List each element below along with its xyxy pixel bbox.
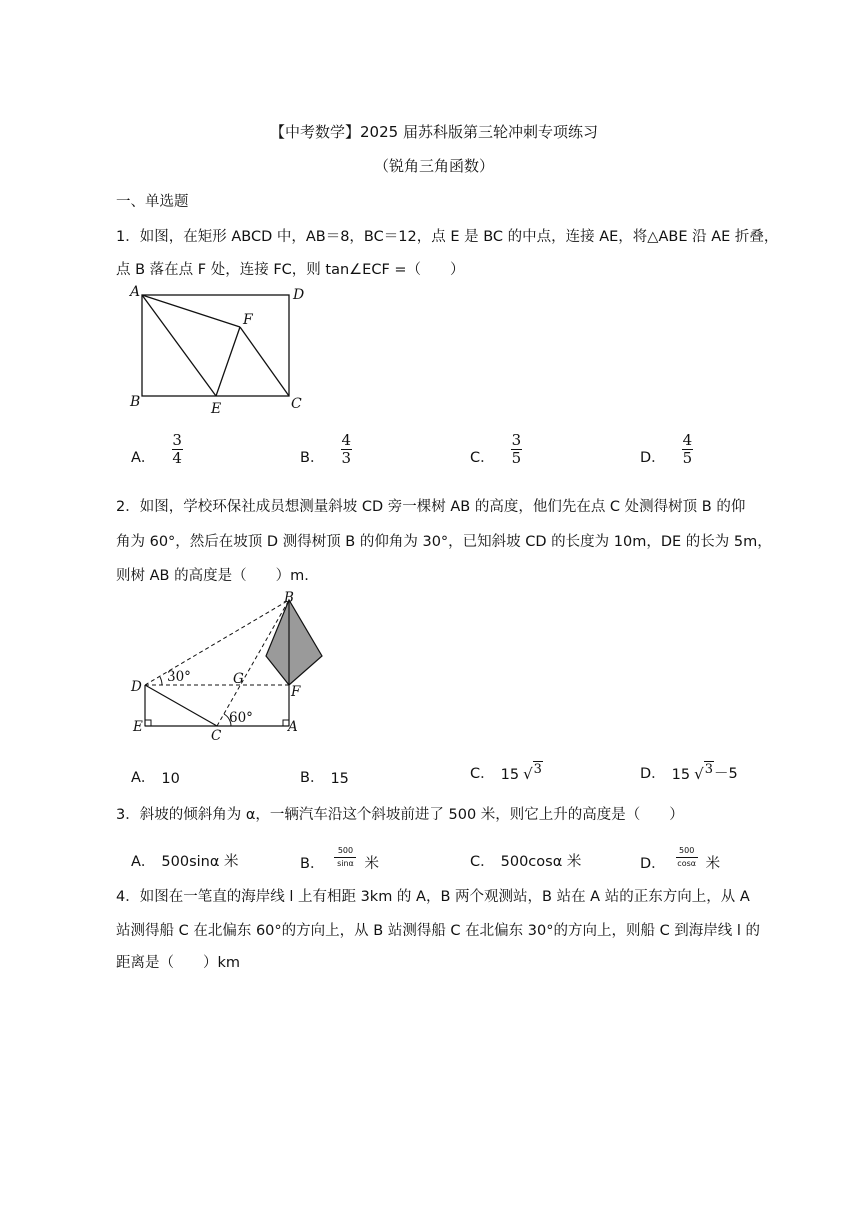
- q3-option-b[interactable]: [300, 846, 379, 873]
- q1-line-2: 点 B 落在点 F 处，连接 FC，则 tan∠ECF =（ ）: [116, 262, 465, 278]
- label-60deg: 60°: [229, 710, 253, 726]
- q1-line-1: 1．如图，在矩形 ABCD 中，AB＝8，BC＝12，点 E 是 BC 的中点，连接 AE，将△ABE 沿 AE 折叠，: [116, 229, 779, 245]
- q1-option-b[interactable]: [300, 432, 352, 467]
- q3-option-d[interactable]: [640, 846, 721, 873]
- option-fraction: 500 sinα: [334, 846, 356, 869]
- q2-slope-tree-figure: [125, 588, 335, 743]
- section-heading: 一、单选题: [116, 194, 189, 210]
- page-subtitle: （锐角三角函数）: [373, 157, 494, 175]
- option-suffix: －5: [713, 766, 738, 782]
- option-unit: 米: [364, 856, 379, 872]
- option-letter: D．: [640, 450, 666, 466]
- label-f: F: [243, 312, 253, 328]
- label-e: E: [133, 719, 143, 735]
- option-fraction: $\frac{4}{5}$: [682, 431, 693, 467]
- option-letter: D．: [640, 856, 666, 872]
- q1-option-c[interactable]: [470, 432, 522, 467]
- option-letter: B．: [300, 770, 325, 786]
- right-angle-e: [145, 720, 151, 726]
- q3-option-a[interactable]: [131, 850, 239, 871]
- q2-option-a[interactable]: [131, 766, 180, 787]
- label-b: B: [284, 590, 294, 606]
- option-value: 15: [500, 767, 520, 783]
- option-fraction: $\frac{3}{4}$: [172, 431, 182, 467]
- option-letter: C．: [470, 450, 495, 466]
- option-letter: D．: [640, 766, 666, 782]
- q2-line-1: 2．如图，学校环保社成员想测量斜坡 CD 旁一棵树 AB 的高度，他们先在点 C 处测得树顶 B 的仰: [116, 499, 746, 515]
- sqrt-expression: √ 3: [694, 762, 713, 783]
- label-d: D: [293, 287, 305, 303]
- segment-af: [142, 295, 240, 327]
- segment-fc: [240, 327, 289, 396]
- label-f: F: [291, 684, 301, 700]
- label-e: E: [211, 401, 222, 417]
- label-a: A: [288, 719, 298, 735]
- label-c: C: [291, 396, 302, 412]
- q2-option-c[interactable]: [470, 762, 543, 783]
- option-letter: A．: [131, 770, 156, 786]
- segment-ae: [142, 295, 216, 396]
- option-value: 500sinα 米: [161, 854, 239, 870]
- option-letter: C．: [470, 854, 495, 870]
- q1-rectangle-figure: [125, 282, 315, 422]
- q3-line-1: 3．斜坡的倾斜角为 α，一辆汽车沿这个斜坡前进了 500 米，则它上升的高度是（ ）: [116, 807, 684, 823]
- option-fraction: $\frac{4}{3}$: [341, 431, 351, 467]
- q2-line-3: 则树 AB 的高度是（ ）m.: [116, 568, 309, 584]
- option-fraction: $\frac{3}{5}$: [511, 431, 522, 467]
- rect-abcd: [142, 295, 289, 396]
- option-letter: A．: [131, 854, 156, 870]
- q2-option-d[interactable]: [640, 762, 738, 783]
- label-a: A: [130, 284, 141, 300]
- segment-dc: [145, 685, 217, 726]
- label-g: G: [233, 671, 244, 687]
- tree-shape: [266, 600, 322, 685]
- page-title: 【中考数学】2025 届苏科版第三轮冲刺专项练习: [270, 123, 598, 141]
- option-value: 10: [161, 771, 180, 787]
- option-letter: A．: [131, 450, 156, 466]
- option-letter: C．: [470, 766, 495, 782]
- option-value: 15: [671, 767, 691, 783]
- label-c: C: [211, 728, 222, 743]
- label-30deg: 30°: [167, 669, 191, 685]
- label-b: B: [130, 394, 141, 410]
- q3-option-c[interactable]: [470, 850, 581, 871]
- q4-line-2: 站测得船 C 在北偏东 60°的方向上，从 B 站测得船 C 在北偏东 30°的方向上，则船 C 到海岸线 l 的: [116, 923, 761, 939]
- q2-option-b[interactable]: [300, 766, 349, 787]
- option-value: 500cosα 米: [500, 854, 582, 870]
- option-value: 15: [330, 771, 349, 787]
- option-unit: 米: [705, 856, 721, 872]
- option-letter: B．: [300, 856, 325, 872]
- q2-line-2: 角为 60°，然后在坡顶 D 测得树顶 B 的仰角为 30°，已知斜坡 CD 的长度为 10m，DE 的长为 5m，: [116, 534, 772, 550]
- sqrt-expression: √ 3: [523, 762, 542, 783]
- option-letter: B．: [300, 450, 325, 466]
- option-fraction: 500 cosα: [677, 846, 697, 868]
- segment-fe: [216, 327, 240, 396]
- q1-option-d[interactable]: [640, 432, 693, 467]
- label-d: D: [131, 679, 142, 695]
- q4-line-3: 距离是（ ）km: [116, 955, 241, 971]
- q1-option-a[interactable]: [131, 432, 183, 467]
- angle-arc-30: [160, 677, 162, 685]
- q4-line-1: 4．如图在一笔直的海岸线 l 上有相距 3km 的 A，B 两个观测站，B 站在 A 站的正东方向上，从 A: [116, 889, 750, 905]
